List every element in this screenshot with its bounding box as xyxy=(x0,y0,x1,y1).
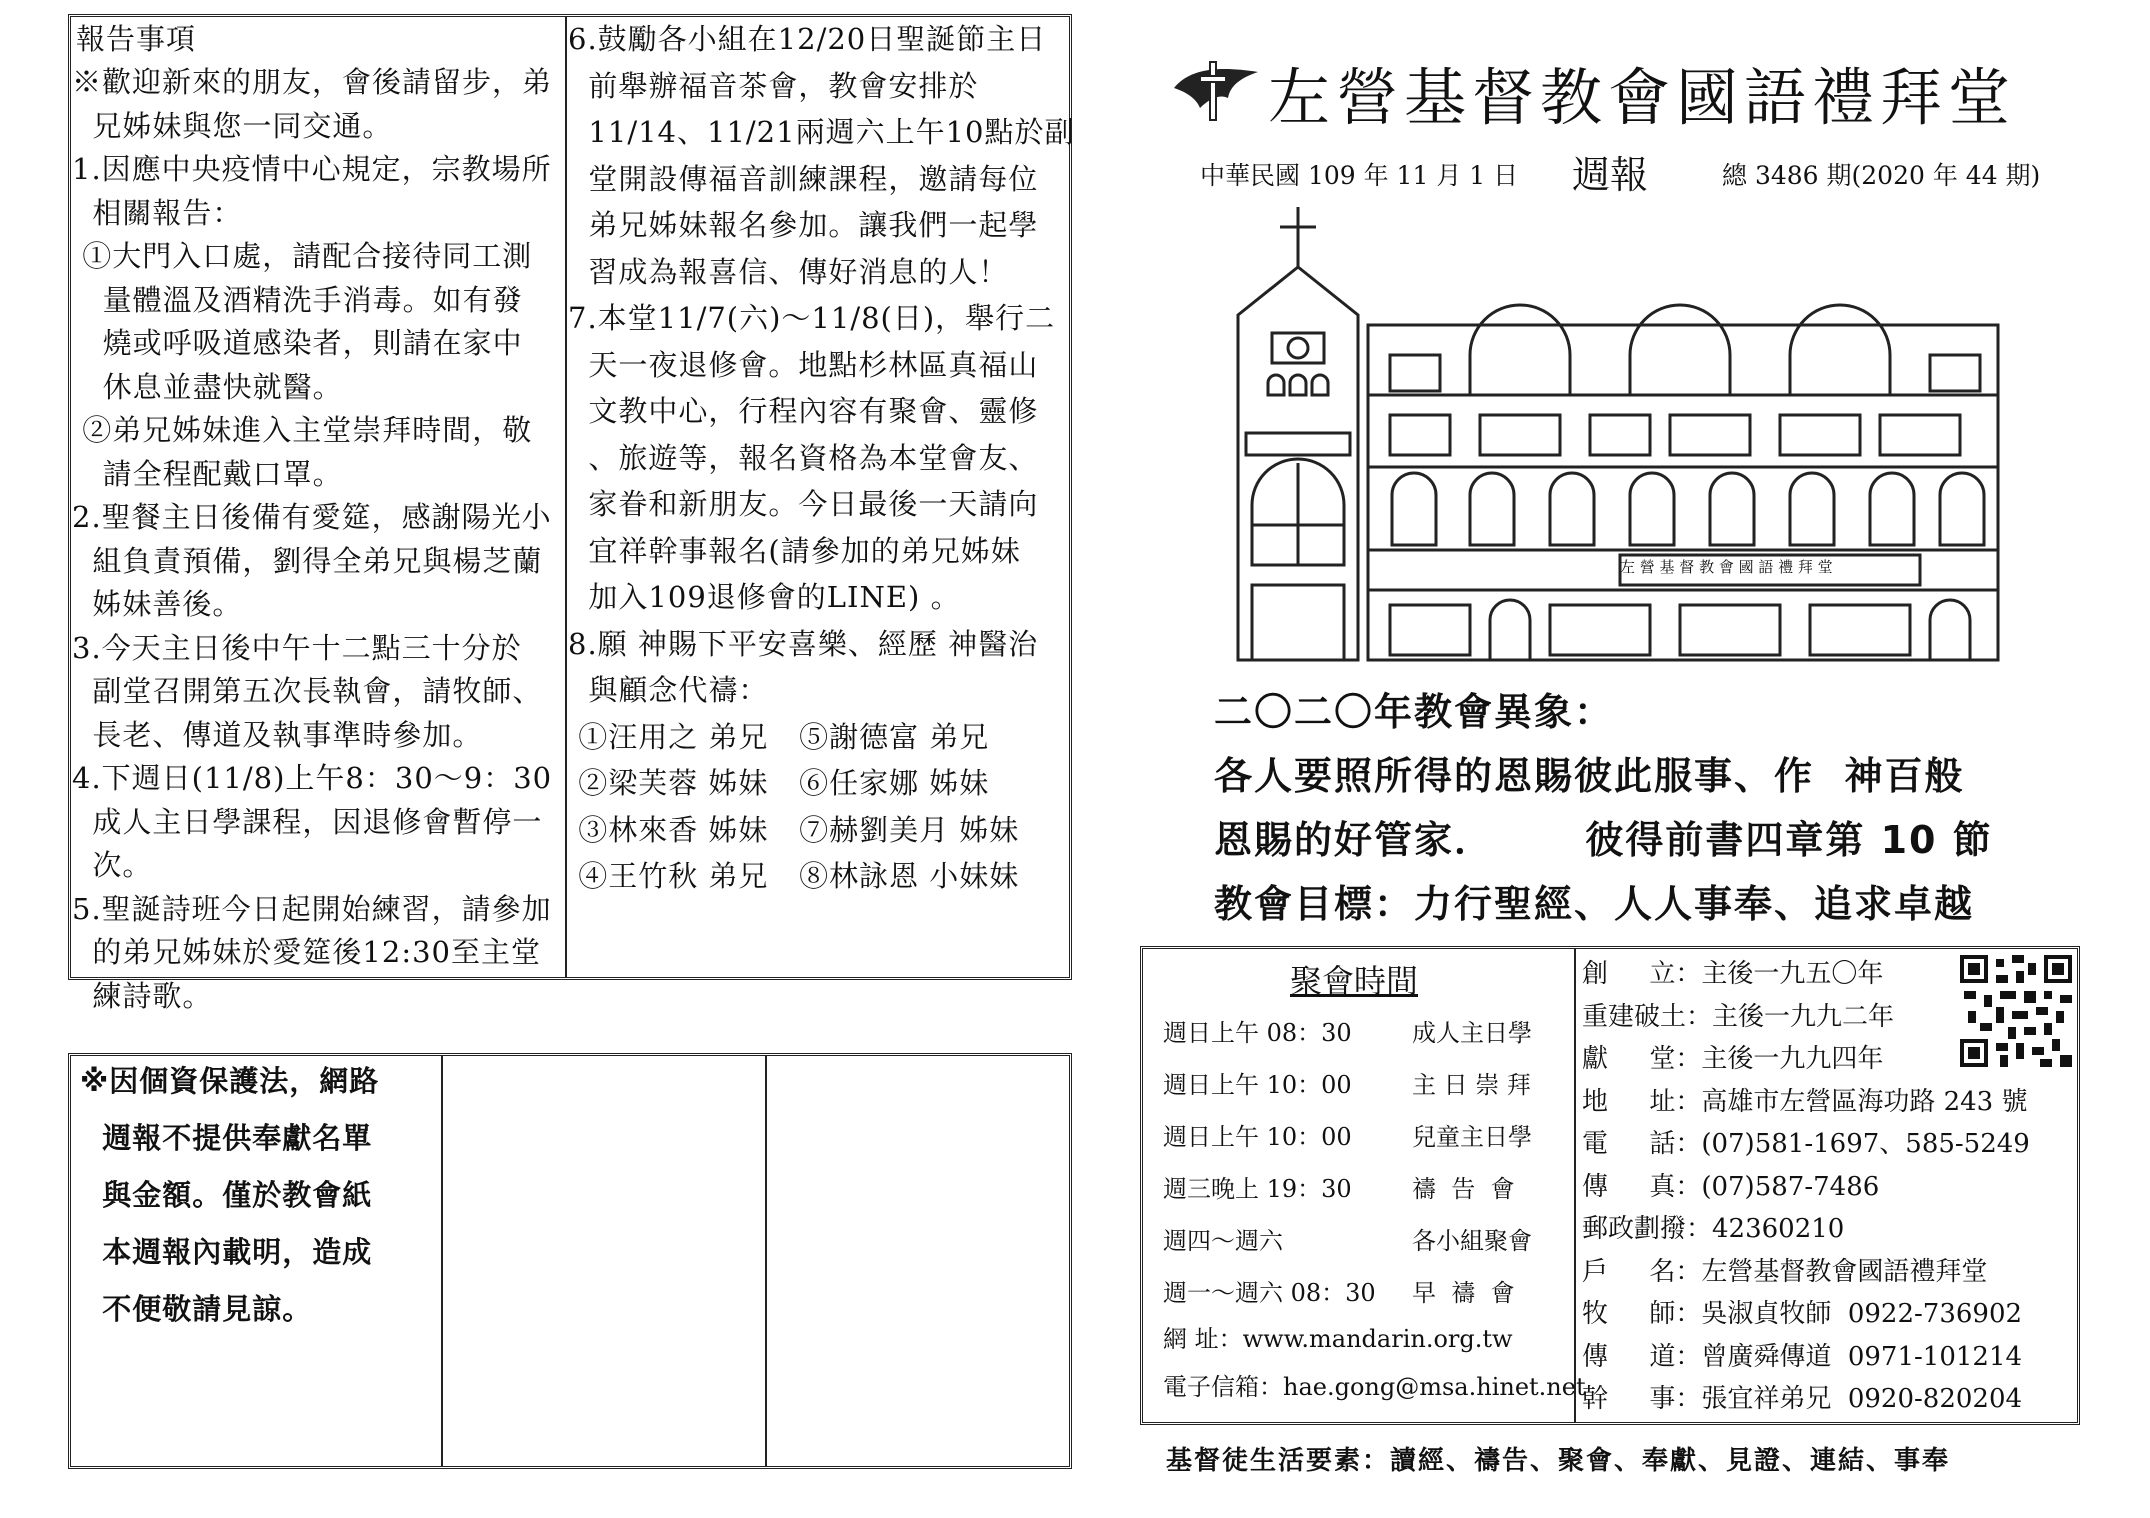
church-building-illustration xyxy=(1230,205,2010,665)
schedule-event: 兒童主日學 xyxy=(1412,1123,1532,1151)
info-line: 戶 名：左營基督教會國語禮拜堂 xyxy=(1582,1256,1988,1287)
church-title: 左營基督教會國語禮拜堂 xyxy=(1268,61,2017,134)
email: 電子信箱：hae.gong@msa.hinet.net xyxy=(1163,1373,1586,1401)
vision-line: 二〇二〇年教會異象： xyxy=(1214,690,1615,734)
announcement-line: 前舉辦福音茶會，教會安排於 xyxy=(568,68,979,103)
schedule-time: 週三晚上 19：30 xyxy=(1163,1175,1352,1203)
announcement-line: 組負責預備，劉得全弟兄與楊芝蘭 xyxy=(72,543,543,578)
privacy-line: 週報不提供奉獻名單 xyxy=(80,1121,373,1155)
vision-line: 恩賜的好管家． 彼得前書四章第 10 節 xyxy=(1214,818,1993,862)
announcement-line: 家眷和新朋友。今日最後一天請向 xyxy=(568,487,1039,521)
bulletin-issue: 總 3486 期(2020 年 44 期) xyxy=(1722,161,2041,190)
announcement-line: 弟兄姊妹報名參加。讓我們一起學 xyxy=(568,208,1039,242)
announcement-line: 11/14、11/21兩週六上午10點於副 xyxy=(568,115,1075,149)
church-logo-icon xyxy=(1170,58,1262,122)
announcement-line: 2.聖餐主日後備有愛筵，感謝陽光小 xyxy=(72,500,552,534)
announcement-line: 習成為報喜信、傳好消息的人！ xyxy=(568,254,1009,289)
announcement-line: 與顧念代禱： xyxy=(568,673,769,707)
announcement-line: 兄姊妹與您一同交通。 xyxy=(72,108,393,143)
info-line: 郵政劃撥：42360210 xyxy=(1582,1214,1845,1244)
schedule-event: 成人主日學 xyxy=(1412,1019,1532,1047)
announcement-line: 8.願 神賜下平安喜樂、經歷 神醫治 xyxy=(568,626,1039,661)
building-sign: 左 營 基 督 教 會 國 語 禮 拜 堂 xyxy=(1620,558,1833,576)
bulletin-label: 週報 xyxy=(1572,153,1649,197)
announcement-line: 請全程配戴口罩。 xyxy=(72,456,343,491)
footer-motto: 基督徒生活要素：讀經、禱告、聚會、奉獻、見證、連結、事奉 xyxy=(1166,1446,1951,1476)
announcement-line: 3.今天主日後中午十二點三十分於 xyxy=(72,630,522,665)
schedule-event: 禱 告 會 xyxy=(1412,1175,1515,1203)
website: 網 址：www.mandarin.org.tw xyxy=(1163,1325,1513,1353)
offering-divider-1 xyxy=(441,1056,443,1466)
schedule-event: 早 禱 會 xyxy=(1412,1279,1515,1307)
announcement-line: 7.本堂11/7(六)～11/8(日)，舉行二 xyxy=(568,301,1056,335)
announcement-line: 成人主日學課程，因退修會暫停一 xyxy=(72,804,543,839)
offering-divider-2 xyxy=(765,1056,767,1466)
info-line: 幹 事：張宜祥弟兄 0920-820204 xyxy=(1582,1384,2023,1414)
schedule-time: 週一～週六 08：30 xyxy=(1163,1279,1376,1307)
announcement-line: 、旅遊等，報名資格為本堂會友、 xyxy=(568,440,1039,475)
info-line: 創 立：主後一九五〇年 xyxy=(1582,959,1884,989)
info-line: 傳 真：(07)587-7486 xyxy=(1582,1171,1880,1202)
announcement-line: ①汪用之 弟兄 ⑤謝德富 弟兄 xyxy=(568,719,990,754)
announcement-line: ※歡迎新來的朋友，會後請留步，弟 xyxy=(72,65,553,99)
announcement-line: 加入109退修會的LINE) 。 xyxy=(568,580,961,614)
privacy-line: 不便敬請見諒。 xyxy=(80,1292,313,1326)
announcement-line: 文教中心，行程內容有聚會、靈修 xyxy=(568,394,1039,428)
announcement-line: 1.因應中央疫情中心規定，宗教場所 xyxy=(72,152,552,186)
schedule-event: 主 日 崇 拜 xyxy=(1412,1071,1531,1099)
privacy-line: 本週報內載明，造成 xyxy=(80,1235,373,1269)
announcement-line: 練詩歌。 xyxy=(72,978,213,1013)
info-line: 重建破土：主後一九九二年 xyxy=(1582,1001,1895,1032)
announcement-line: 4.下週日(11/8)上午8：30～9：30 xyxy=(72,761,553,795)
announcement-line: 量體溫及酒精洗手消毒。如有發 xyxy=(72,282,523,317)
announcement-line: 天一夜退修會。地點杉林區真福山 xyxy=(568,347,1039,382)
announcement-line: ②弟兄姊妹進入主堂崇拜時間，敬 xyxy=(72,413,533,447)
info-divider xyxy=(1574,949,1576,1422)
bulletin-date: 中華民國 109 年 11 月 1 日 xyxy=(1200,161,1519,190)
info-line: 電 話：(07)581-1697、585-5249 xyxy=(1582,1129,2030,1159)
schedule-time: 週四～週六 xyxy=(1163,1227,1283,1255)
announcements-heading: 報告事項 xyxy=(76,22,197,56)
announcement-line: ③林來香 姊妹 ⑦赫劉美月 姊妹 xyxy=(568,812,1020,847)
schedule-heading: 聚會時間 xyxy=(1290,962,1419,1000)
info-line: 傳 道：曾廣舜傳道 0971-101214 xyxy=(1582,1341,2023,1372)
announcement-line: ②梁芙蓉 姊妹 ⑥任家娜 姊妹 xyxy=(568,766,990,800)
info-line: 獻 堂：主後一九九四年 xyxy=(1582,1044,1884,1074)
qr-code xyxy=(1960,955,2072,1067)
vision-line: 各人要照所得的恩賜彼此服事、作 神百般 xyxy=(1214,754,1965,798)
info-line: 牧 師：吳淑貞牧師 0922-736902 xyxy=(1582,1299,2023,1329)
info-line: 地 址：高雄市左營區海功路 243 號 xyxy=(1582,1086,2028,1117)
announcement-line: 相關報告： xyxy=(72,195,243,230)
announcements-divider xyxy=(565,17,567,977)
announcement-line: 堂開設傳福音訓練課程，邀請每位 xyxy=(568,161,1039,196)
announcement-line: 宜祥幹事報名(請參加的弟兄姊妹 xyxy=(568,533,1021,568)
announcement-line: 的弟兄姊妹於愛筵後12:30至主堂 xyxy=(72,935,542,969)
announcement-line: 長老、傳道及執事準時參加。 xyxy=(72,717,483,752)
schedule-time: 週日上午 10：00 xyxy=(1163,1071,1352,1099)
privacy-line: 與金額。僅於教會紙 xyxy=(80,1178,373,1212)
schedule-time: 週日上午 10：00 xyxy=(1163,1123,1352,1151)
privacy-line: ※因個資保護法，網路 xyxy=(80,1064,380,1098)
announcement-line: 燒或呼吸道感染者，則請在家中 xyxy=(72,326,523,360)
announcement-line: 次。 xyxy=(72,848,153,882)
announcement-line: 副堂召開第五次長執會，請牧師、 xyxy=(72,674,543,708)
schedule-event: 各小組聚會 xyxy=(1412,1227,1532,1255)
announcement-line: 姊妹善後。 xyxy=(72,587,243,621)
vision-line: 教會目標：力行聖經、人人事奉、追求卓越 xyxy=(1214,882,1975,926)
schedule-time: 週日上午 08：30 xyxy=(1163,1019,1352,1047)
announcement-line: 休息並盡快就醫。 xyxy=(72,369,343,404)
announcement-line: 5.聖誕詩班今日起開始練習，請參加 xyxy=(72,891,552,926)
announcement-line: ④王竹秋 弟兄 ⑧林詠恩 小妹妹 xyxy=(568,859,1020,893)
announcement-line: ①大門入口處，請配合接待同工測 xyxy=(72,239,533,273)
announcement-line: 6.鼓勵各小組在12/20日聖誕節主日 xyxy=(568,22,1047,56)
